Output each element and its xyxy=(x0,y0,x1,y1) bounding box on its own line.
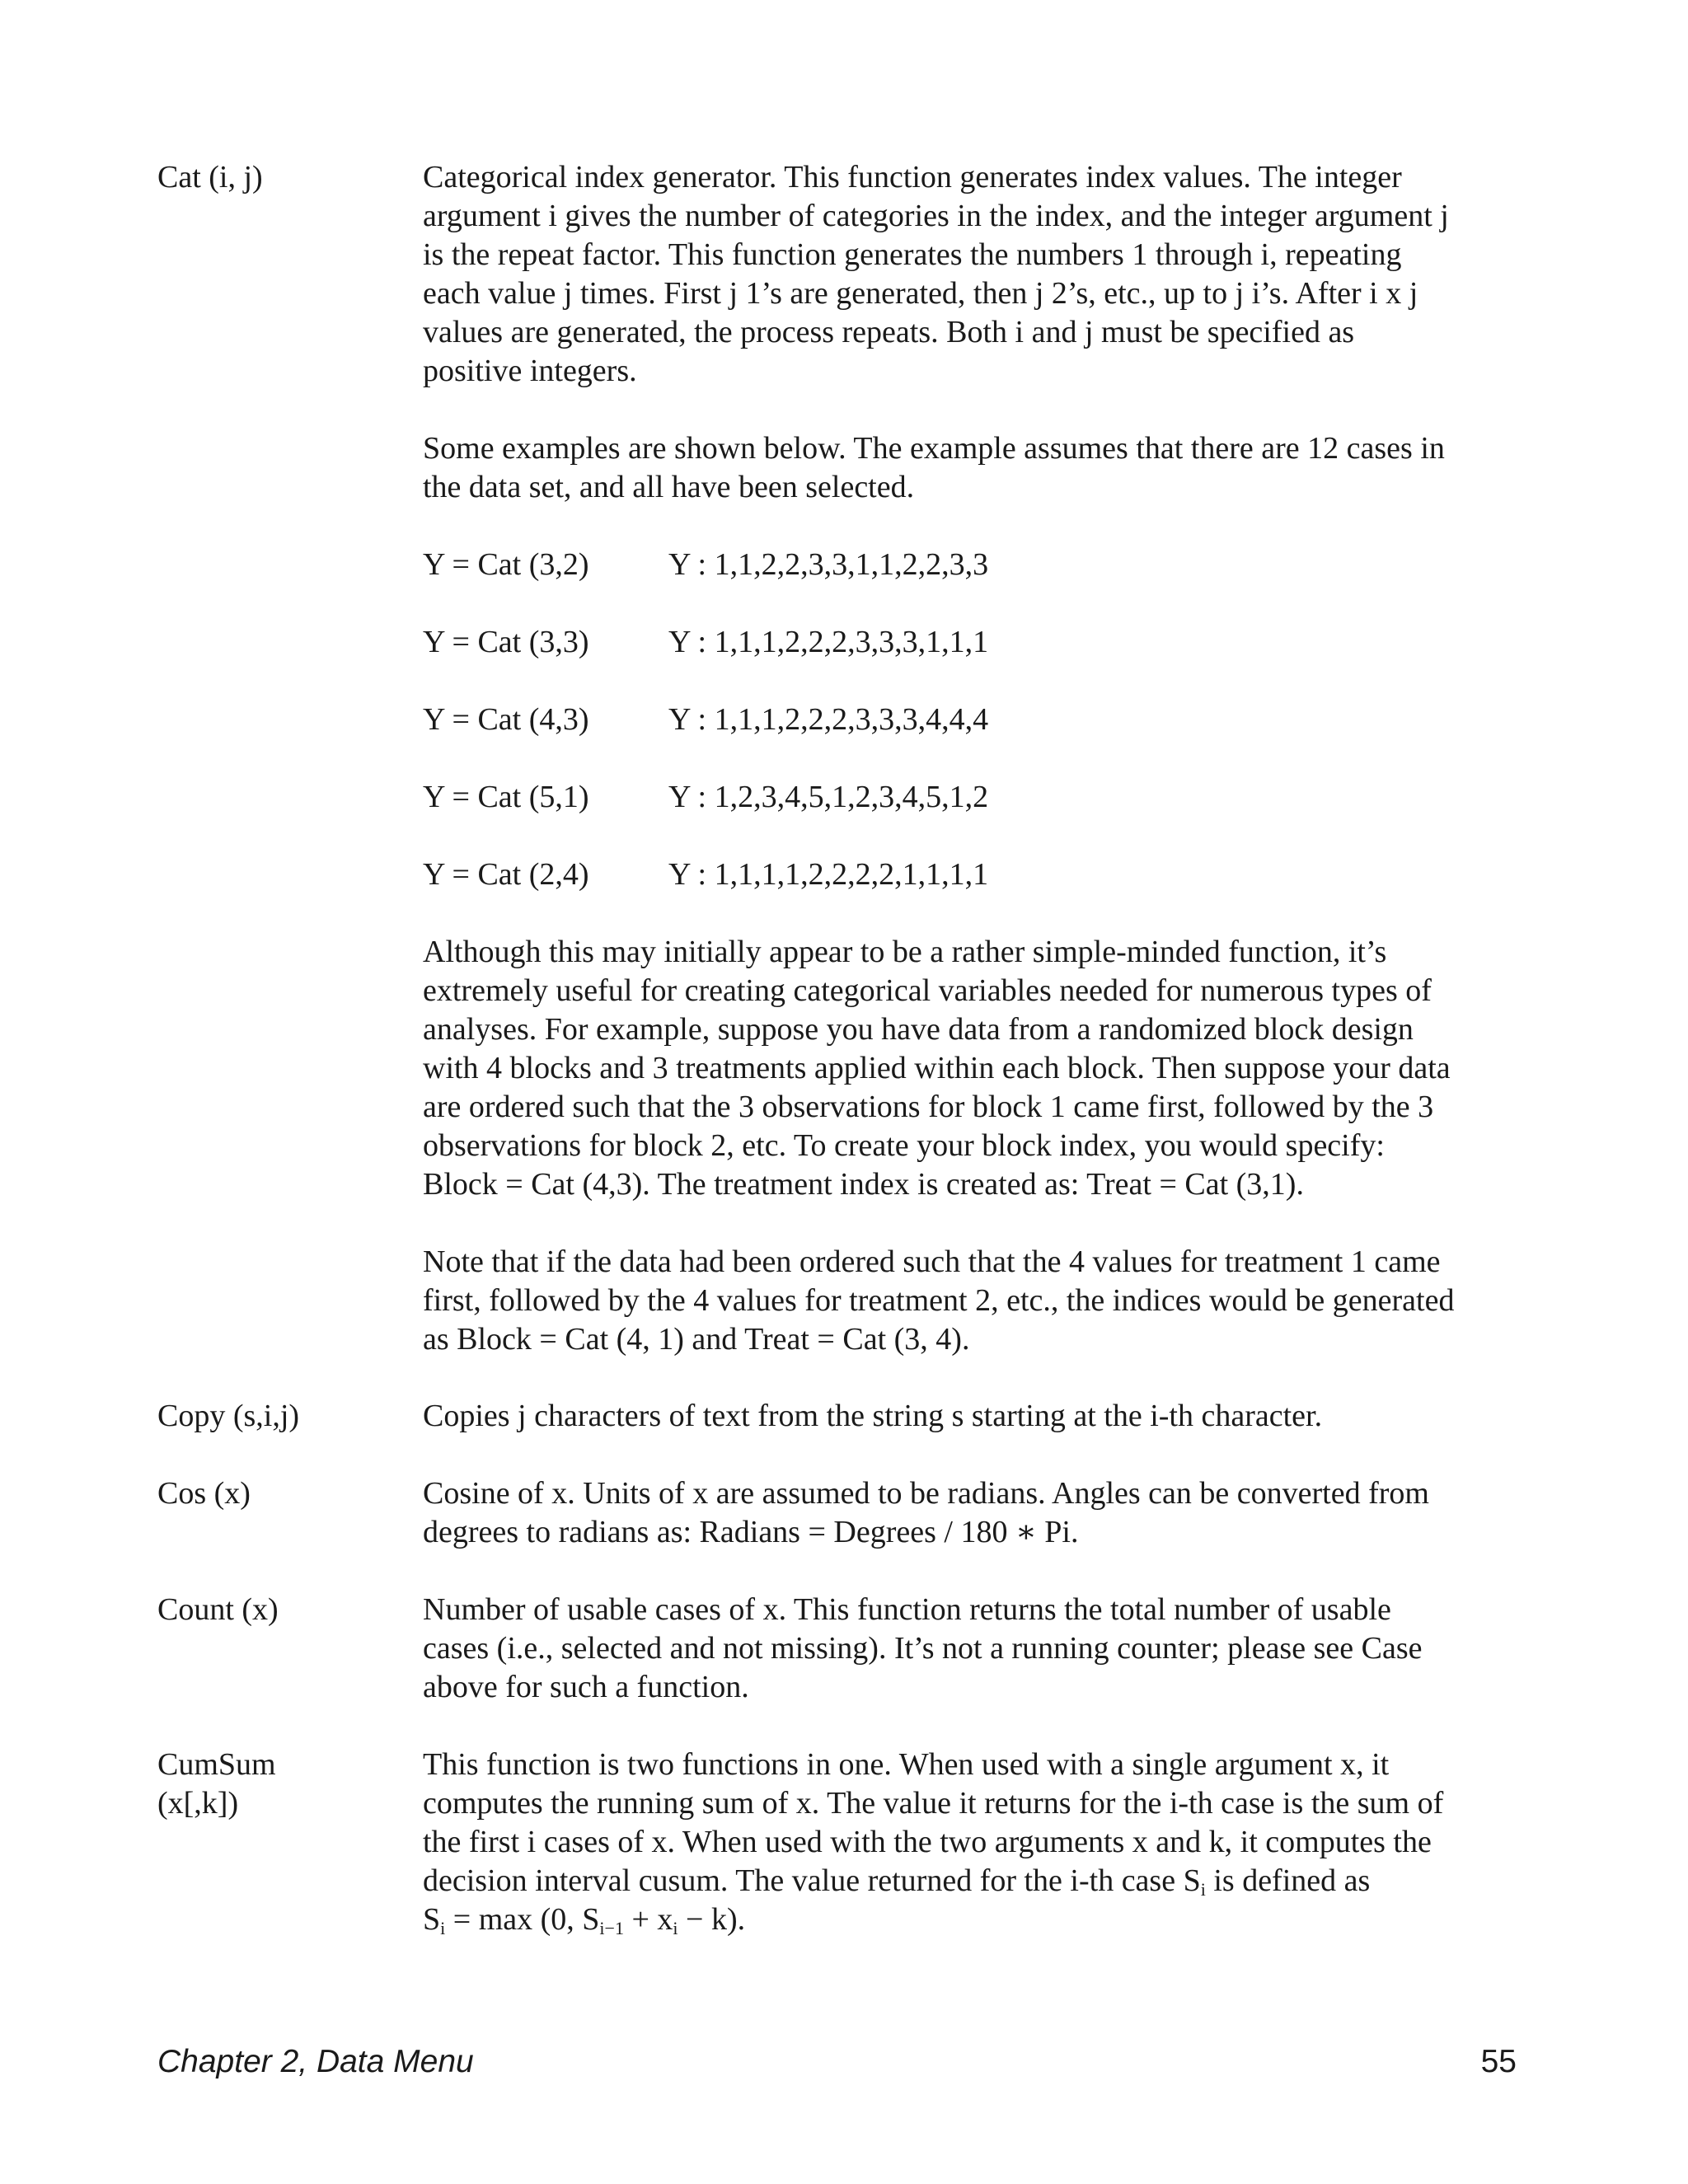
text-fragment: decision interval cusum. The value returned for the i-th case S xyxy=(423,1863,1201,1898)
example-expression: Y = Cat (3,3) xyxy=(423,625,589,659)
term-cumsum-line: CumSum xyxy=(157,1747,276,1782)
text-line: values are generated, the process repeats. Both i and j must be specified as xyxy=(423,315,1355,349)
text-line: Copies j characters of text from the string s starting at the i-th character. xyxy=(423,1399,1323,1433)
example-expression: Y = Cat (3,2) xyxy=(423,547,589,582)
cat-paragraph-2 xyxy=(423,429,1527,507)
text-line: observations for block 2, etc. To create your block index, you would specify: xyxy=(423,1128,1385,1163)
example-expression: Y = Cat (5,1) xyxy=(423,780,589,814)
formula-symbol: S xyxy=(423,1902,441,1937)
text-line: cases (i.e., selected and not missing). It’s not a running counter; please see Case xyxy=(423,1631,1423,1666)
text-line: as Block = Cat (4, 1) and Treat = Cat (3, 4). xyxy=(423,1322,970,1357)
text-line: argument i gives the number of categories in the index, and the integer argument j xyxy=(423,199,1449,233)
text-line: computes the running sum of x. The value it returns for the i-th case is the sum of xyxy=(423,1786,1444,1821)
example-result: Y : 1,2,3,4,5,1,2,3,4,5,1,2 xyxy=(668,780,989,814)
text-line: extremely useful for creating categorical variables needed for numerous types of xyxy=(423,973,1432,1008)
subscript: i xyxy=(1200,1879,1206,1900)
cat-paragraph-3 xyxy=(423,933,1527,1204)
text-line: Block = Cat (4,3). The treatment index is created as: Treat = Cat (3,1). xyxy=(423,1167,1304,1202)
footer-chapter: Chapter 2, Data Menu xyxy=(157,2044,474,2079)
text-line: with 4 blocks and 3 treatments applied within each block. Then suppose your data xyxy=(423,1051,1451,1085)
term-cat: Cat (i, j) xyxy=(157,160,263,194)
text-line: each value j times. First j 1’s are generated, then j 2’s, etc., up to j i’s. After i x j xyxy=(423,276,1418,311)
example-result: Y : 1,1,1,2,2,2,3,3,3,1,1,1 xyxy=(668,625,989,659)
description-count xyxy=(423,1591,1527,1707)
formula-text: = max (0, S xyxy=(445,1902,600,1937)
text-line: the data set, and all have been selected. xyxy=(423,470,915,504)
text-line: above for such a function. xyxy=(423,1670,749,1704)
term-copy: Copy (s,i,j) xyxy=(157,1399,300,1433)
text-line: Note that if the data had been ordered such that the 4 values for treatment 1 came xyxy=(423,1244,1441,1279)
subscript: i−1 xyxy=(599,1918,624,1938)
description-cat-continued xyxy=(423,933,1527,1359)
text-line: Although this may initially appear to be a rather simple-minded function, it’s xyxy=(423,935,1387,969)
text-line: degrees to radians as: Radians = Degrees / 180 ∗ Pi. xyxy=(423,1515,1079,1549)
term-cos: Cos (x) xyxy=(157,1476,251,1511)
formula-text: + x xyxy=(623,1902,673,1937)
description-cat xyxy=(423,158,1527,507)
text-line: is the repeat factor. This function generates the numbers 1 through i, repeating xyxy=(423,237,1402,272)
example-expression: Y = Cat (4,3) xyxy=(423,702,589,737)
description-cos xyxy=(423,1474,1527,1552)
subscript: i xyxy=(440,1918,446,1938)
text-line: Categorical index generator. This function generates index values. The integer xyxy=(423,160,1402,194)
cat-paragraph-1 xyxy=(423,158,1527,391)
description-copy xyxy=(423,1397,1527,1436)
text-line: Cosine of x. Units of x are assumed to be radians. Angles can be converted from xyxy=(423,1476,1429,1511)
cusum-formula xyxy=(423,1900,1527,1939)
example-result: Y : 1,1,1,2,2,2,3,3,3,4,4,4 xyxy=(668,702,989,737)
text-line: analyses. For example, suppose you have data from a randomized block design xyxy=(423,1012,1414,1047)
term-cumsum-args: (x[,k]) xyxy=(157,1786,239,1821)
text-line: are ordered such that the 3 observations for block 1 came first, followed by the 3 xyxy=(423,1090,1434,1124)
example-result: Y : 1,1,2,2,3,3,1,1,2,2,3,3 xyxy=(668,547,989,582)
text-line: This function is two functions in one. When used with a single argument x, it xyxy=(423,1747,1390,1782)
term-count: Count (x) xyxy=(157,1592,279,1627)
formula-text: − k). xyxy=(678,1902,746,1937)
description-cumsum xyxy=(423,1746,1527,1939)
term-cumsum xyxy=(157,1746,276,1823)
example-expression: Y = Cat (2,4) xyxy=(423,857,589,892)
text-line: positive integers. xyxy=(423,354,637,388)
text-line: the first i cases of x. When used with the two arguments x and k, it computes the xyxy=(423,1825,1432,1859)
subscript: i xyxy=(673,1918,678,1938)
page-number: 55 xyxy=(1480,2044,1517,2079)
text-line xyxy=(423,1862,1527,1900)
text-fragment: is defined as xyxy=(1205,1863,1371,1898)
text-line: Number of usable cases of x. This function returns the total number of usable xyxy=(423,1592,1391,1627)
text-line: Some examples are shown below. The example assumes that there are 12 cases in xyxy=(423,431,1445,466)
example-result: Y : 1,1,1,1,2,2,2,2,1,1,1,1 xyxy=(668,857,989,892)
text-line: first, followed by the 4 values for treatment 2, etc., the indices would be generated xyxy=(423,1283,1455,1318)
cat-paragraph-4 xyxy=(423,1243,1527,1359)
